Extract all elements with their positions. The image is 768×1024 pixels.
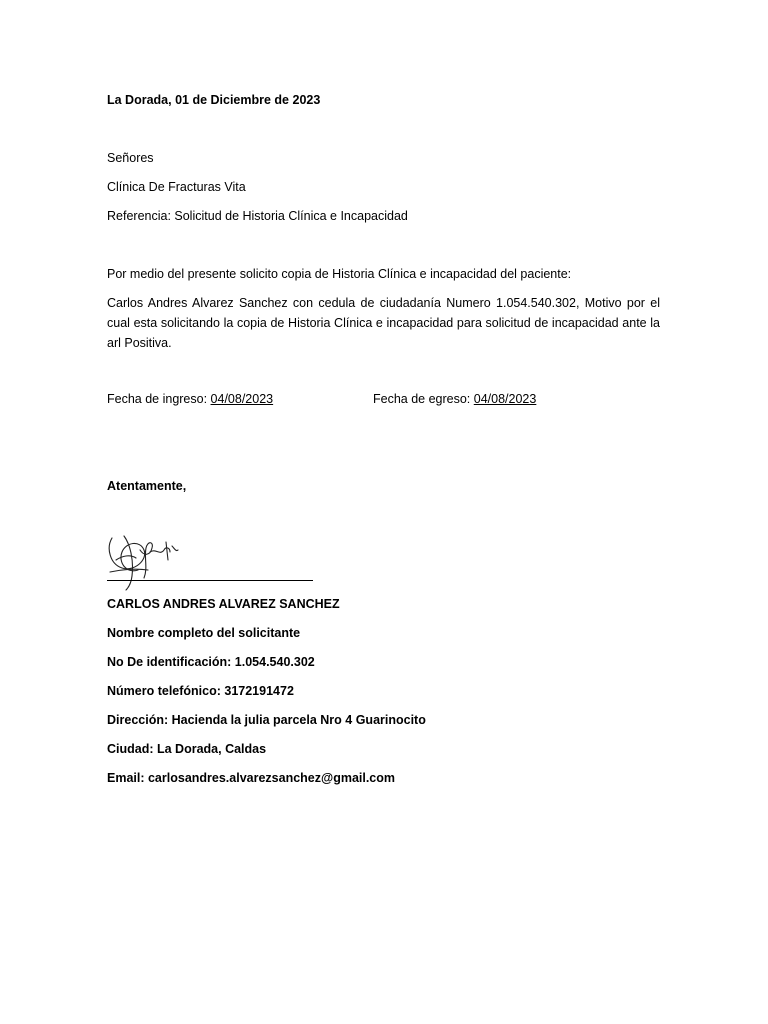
discharge-date-label: Fecha de egreso:: [373, 392, 474, 406]
signer-email: Email: carlosandres.alvarezsanchez@gmail.com: [107, 771, 396, 785]
body-paragraph: Carlos Andres Alvarez Sanchez con cedula de ciudadanía Numero 1.054.540.302, Motivo por el cual esta solicitando la copia de Historia Clínica e incapacidad para solicitud de incapacidad ante la arl Positiva.: [107, 296, 660, 350]
admission-date-value: 04/08/2023: [210, 392, 274, 406]
discharge-date: [373, 392, 536, 407]
admission-date: [107, 392, 273, 407]
salutation: Señores: [107, 151, 154, 165]
discharge-date-value: 04/08/2023: [473, 392, 537, 406]
reference-line: Referencia: Solicitud de Historia Clínica e Incapacidad: [107, 209, 408, 223]
intro-text: Por medio del presente solicito copia de Historia Clínica e incapacidad del paciente:: [107, 267, 572, 281]
signer-phone: Número telefónico: 3172191472: [107, 684, 294, 698]
signer-city: Ciudad: La Dorada, Caldas: [107, 742, 267, 756]
signer-name-caption: Nombre completo del solicitante: [107, 626, 301, 640]
institution-name: Clínica De Fracturas Vita: [107, 180, 246, 194]
signer-name: CARLOS ANDRES ALVAREZ SANCHEZ: [107, 597, 340, 611]
handwritten-signature: [104, 530, 184, 592]
closing-text: Atentamente,: [107, 479, 187, 493]
date-line: La Dorada, 01 de Diciembre de 2023: [107, 93, 321, 107]
admission-date-label: Fecha de ingreso:: [107, 392, 211, 406]
signer-id: No De identificación: 1.054.540.302: [107, 655, 315, 669]
signer-address: Dirección: Hacienda la julia parcela Nro 4 Guarinocito: [107, 713, 426, 727]
signature-line: [107, 580, 313, 581]
